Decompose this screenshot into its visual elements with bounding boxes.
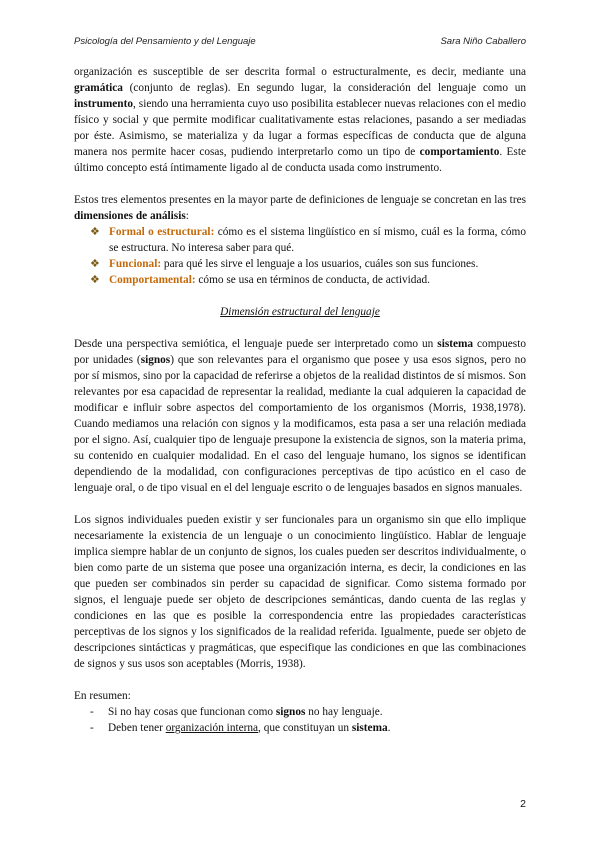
- list-item: [90, 704, 526, 720]
- text-span: Deben tener: [108, 722, 166, 734]
- term-gramatica: gramática: [74, 82, 123, 94]
- section-title: Dimensión estructural del lenguaje: [220, 306, 380, 318]
- text-span: (conjunto de reglas). En segundo lugar, la consideración del lenguaje como un: [122, 82, 526, 94]
- text-span: Estos tres elementos presentes en la mayor parte de definiciones de lenguaje se concretan en las tres: [74, 194, 526, 206]
- header-author: Sara Niño Caballero: [440, 36, 526, 47]
- list-item: [90, 720, 526, 736]
- list-item: [90, 256, 526, 272]
- diamond-bullet-icon: ❖: [90, 226, 100, 238]
- summary-intro: En resumen:: [74, 690, 131, 702]
- dimension-label: Formal o estructural:: [109, 226, 215, 238]
- text-span: , siendo una herramienta cuyo uso posibilita establecer nuevas relaciones con el medio físico y social y que permite modificar cualitativamente estas relaciones, pasando a ser mediadas por éste. Asimismo, se materializa y da lugar a formas específicas de conducta que de alguna manera nos permite hacer cosas, pudiendo interpretarlo como un tipo de: [74, 98, 526, 158]
- text-span: compuesto por unidades (: [74, 338, 526, 366]
- text-span: no hay lenguaje.: [305, 706, 383, 718]
- text-span: .: [387, 722, 391, 734]
- paragraph-3: [74, 336, 526, 496]
- term-signos: signos: [275, 706, 306, 718]
- term-sistema: sistema: [437, 338, 474, 350]
- summary-list: [74, 704, 526, 736]
- diamond-bullet-icon: ❖: [90, 258, 100, 270]
- list-item: [90, 224, 526, 256]
- text-span: ) que son relevantes para el organismo que posee y usa esos signos, pero no por sí mismos, sino por la capacidad de referirse a objetos de la realidad distintos de sí mismos. Son relevantes por esa capacidad de representar la realidad, mediante la cual adquieren la capacidad de modificar e influir sobre aspectos del comportamiento de los organismos (Morris, 1938,1978). Cuando mediamos una relación con signos y la modificamos, esta pasa a ser una relación mediada por el signo. Así, cualquier tipo de lenguaje presupone la existencia de signos, son la materia prima, su contenido en cualquier modalidad. En el caso del lenguaje humano, los signos se identifican dependiendo de la modalidad, con configuraciones perceptivas de tipo acústico en el caso de lenguaje oral, o de tipo visual en el del lenguaje escrito o de lenguajes basados en signos manuales.: [74, 354, 526, 494]
- dash-bullet: -: [90, 722, 94, 734]
- paragraph-4: Los signos individuales pueden existir y ser funcionales para un organismo sin que ello implique necesariamente la existencia de un lenguaje o un conocimiento lingüístico. Hablar de lenguaje implica siempre hablar de un conjunto de signos, los cuales pueden ser descritos individualmente, o bien como parte de un sistema que posee una organización interna, es decir, la condiciones en las que pueden ser combinados sin perder su capacidad de significar. Como sistema formado por signos, el lenguaje puede ser objeto de descripciones semánticas, dando cuenta de las reglas y condiciones en las que es posible la correspondencia entre las propiedades características perceptivas de los signos y los significados de la realidad referida. Igualmente, puede ser objeto de descripciones sintácticas y pragmáticas, que especifique las condiciones en que las combinaciones de signos y sus usos son aceptables (Morris, 1938).: [74, 514, 526, 670]
- list-item: [90, 272, 526, 288]
- paragraph-2: [74, 192, 526, 224]
- term-signos: signos: [140, 354, 171, 366]
- text-span: , que constituyan un: [258, 722, 352, 734]
- dash-bullet: -: [90, 706, 94, 718]
- diamond-bullet-icon: ❖: [90, 274, 100, 286]
- header-course-title: Psicología del Pensamiento y del Lenguaje: [74, 36, 256, 47]
- document-body: [74, 64, 526, 736]
- dimensions-list: [74, 224, 526, 288]
- dimension-text: para qué les sirve el lenguaje a los usuarios, cuáles son sus funciones.: [161, 258, 479, 270]
- underlined-term: organización interna: [165, 722, 259, 734]
- dimension-text: cómo es el sistema lingüístico en sí mismo, cuál es la forma, cómo se estructura. No interesa saber para qué.: [109, 226, 526, 254]
- dimension-label: Funcional:: [109, 258, 162, 270]
- term-comportamiento: comportamiento: [419, 146, 500, 158]
- dimension-label: Comportamental:: [109, 274, 196, 286]
- page-header: [74, 36, 526, 47]
- text-span: :: [185, 210, 189, 222]
- text-span: Si no hay cosas que funcionan como: [108, 706, 276, 718]
- term-instrumento: instrumento: [74, 98, 133, 110]
- term-dimensiones: dimensiones de análisis: [74, 210, 186, 222]
- page-number: 2: [520, 798, 526, 810]
- dimension-text: cómo se usa en términos de conducta, de actividad.: [195, 274, 430, 286]
- term-sistema: sistema: [351, 722, 388, 734]
- paragraph-1: [74, 64, 526, 176]
- text-span: Desde una perspectiva semiótica, el lenguaje puede ser interpretado como un: [74, 338, 438, 350]
- text-span: organización es susceptible de ser descrita formal o estructuralmente, es decir, mediante una: [74, 66, 526, 78]
- text-span: . Este último concepto está íntimamente ligado al de conducta usada como instrumento.: [74, 146, 526, 174]
